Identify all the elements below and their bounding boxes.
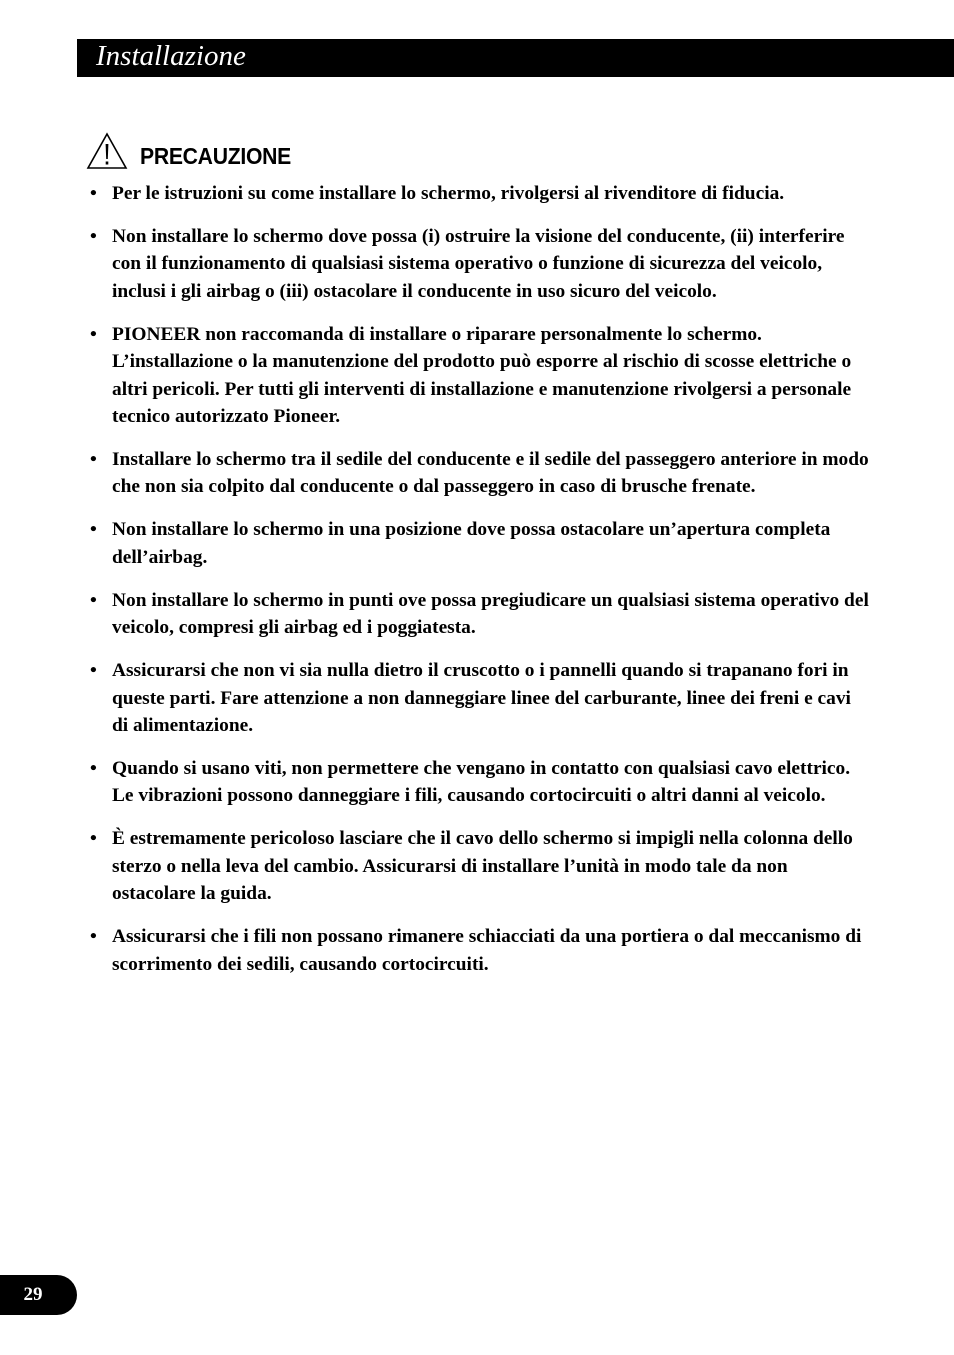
list-item [90, 755, 870, 810]
list-item [90, 825, 870, 907]
list-item [90, 223, 870, 305]
bullet-mark: • [90, 323, 97, 345]
caution-heading [86, 126, 304, 170]
caution-bullet-list [90, 180, 870, 994]
list-item-text: Non installare lo schermo in punti ove possa pregiudicare un qualsiasi sistema operativo del veicolo, compresi gli airbag ed i poggiatesta. [112, 589, 869, 639]
list-item-text: Per le istruzioni su come installare lo schermo, rivolgersi al rivenditore di fiducia. [112, 183, 785, 204]
bullet-mark: • [90, 519, 97, 541]
list-item [90, 923, 870, 978]
section-title: Installazione [96, 40, 246, 72]
list-item-text: Quando si usano viti, non permettere che vengano in contatto con qualsiasi cavo elettrico. Le vibrazioni possono danneggiare i fili, causando cortocircuiti o altri danni al veicolo. [112, 758, 851, 807]
list-item-text: È estremamente pericoloso lasciare che il cavo dello schermo si impigli nella colonna dello sterzo o nella leva del cambio. Assicurarsi di installare l’unità in modo tale da non ostacolare la guida. [112, 828, 853, 905]
bullet-mark: • [90, 926, 97, 948]
page-number-tab [0, 1275, 77, 1315]
bullet-mark: • [90, 660, 97, 682]
list-item-text: Installare lo schermo tra il sedile del conducente e il sedile del passeggero anteriore in modo che non sia colpito dal conducente o dal passeggero in caso di brusche frenate. [112, 449, 869, 498]
bullet-mark: • [90, 589, 97, 611]
list-item-text: Assicurarsi che non vi sia nulla dietro il cruscotto o i pannelli quando si trapanano fori in queste parti. Fare attenzione a non danneggiare linee del carburante, linee dei freni e cavi di alimentazione. [112, 660, 851, 737]
warning-triangle-icon [86, 132, 128, 170]
page-number: 29 [23, 1284, 43, 1305]
list-item-text: Assicurarsi che i fili non possano rimanere schiacciati da una portiera o dal meccanismo di scorrimento dei sedili, causando cortocircuiti. [112, 926, 862, 975]
list-item-text: PIONEER non raccomanda di installare o riparare personalmente lo schermo. L’installazione o la manutenzione del prodotto può esporre al rischio di scosse elettriche o altri pericoli. Per tutti gli interventi di installazione e manutenzione rivolgersi a personale tecnico autorizzato Pioneer. [112, 323, 852, 428]
list-item-text: Non installare lo schermo in una posizione dove possa ostacolare un’apertura completa dell’airbag. [112, 519, 831, 568]
list-item [90, 180, 870, 207]
bullet-mark: • [90, 449, 97, 471]
list-item [90, 321, 870, 431]
list-item [90, 587, 870, 642]
list-item [90, 516, 870, 571]
bullet-mark: • [90, 758, 97, 780]
list-item [90, 657, 870, 739]
section-header-bar [77, 39, 954, 77]
list-item [90, 446, 870, 501]
list-item-text: Non installare lo schermo dove possa (i) ostruire la visione del conducente, (ii) interferire con il funzionamento di qualsiasi sistema operativo o funzione di sicurezza del veicolo, inclusi i gli airbag o (iii) ostacolare il conducente in uso sicuro del veicolo. [112, 226, 845, 302]
caution-label: PRECAUZIONE [140, 143, 291, 169]
bullet-mark: • [90, 828, 97, 850]
bullet-mark: • [90, 226, 97, 247]
bullet-mark: • [90, 183, 97, 204]
